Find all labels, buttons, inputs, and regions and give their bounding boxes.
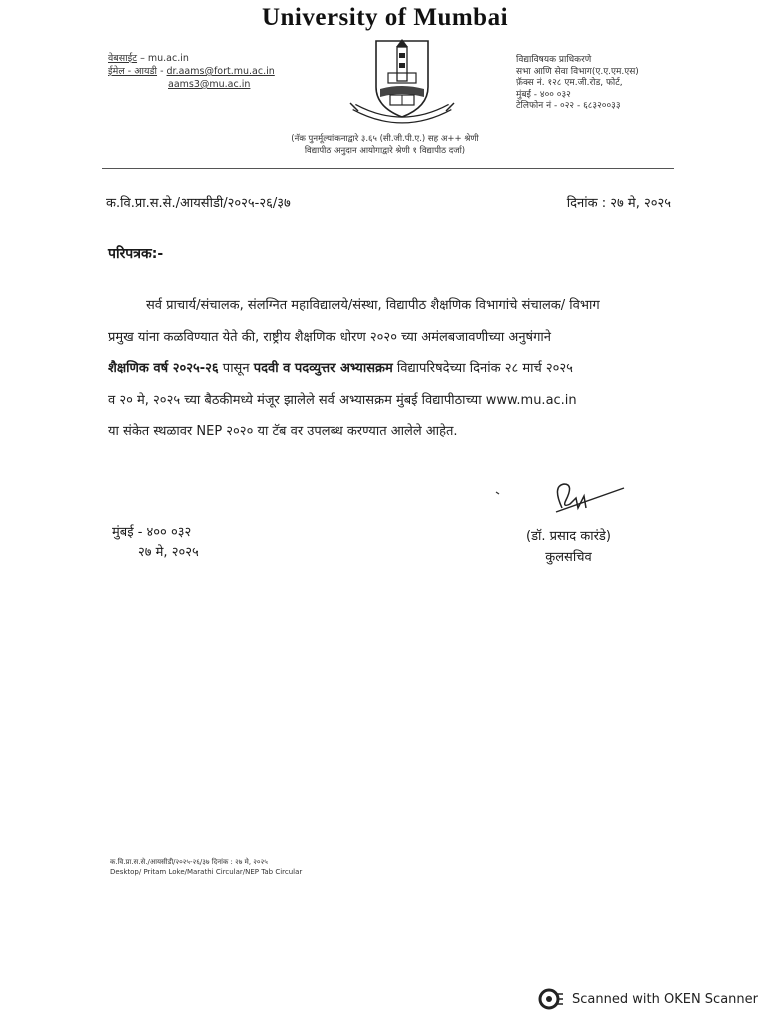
signatory-block (526, 526, 611, 568)
dept-line-5: टेलिफोन नं - ०२२ - ६८३२००३३ (516, 101, 621, 111)
email-label: ईमेल - आयडी (108, 66, 158, 77)
website-label: वेबसाईट (108, 53, 138, 64)
registrar-signature-icon (490, 478, 640, 528)
circular-heading: परिपत्रक:- (108, 246, 164, 262)
university-seal-icon (346, 37, 458, 127)
header-divider (102, 168, 674, 169)
place-and-date (112, 523, 199, 563)
email-link-1[interactable]: dr.aams@fort.mu.ac.in (166, 66, 275, 77)
accreditation-line-2: विद्यापीठ अनुदान आयोगाद्वारे श्रेणी १ विद्यापीठ दर्जा) (304, 146, 466, 156)
body-line-3 (108, 353, 670, 385)
footer-file-path: Desktop/ Pritam Loke/Marathi Circular/NEP Tab Circular (110, 868, 303, 876)
body-line-5: या संकेत स्थळावर NEP २०२० या टॅब वर उपलब्ध करण्यात आलेले आहेत. (108, 424, 458, 439)
website-link[interactable]: mu.ac.in (147, 53, 189, 64)
body-line-1: सर्व प्राचार्य/संचालक, संलग्नित महाविद्यालये/संस्था, विद्यापीठ शैक्षणिक विभागांचे संचालक/ विभाग (146, 298, 600, 313)
email-line: ईमेल - आयडी - dr.aams@fort.mu.ac.in (108, 66, 275, 77)
signatory-name: (डॉ. प्रसाद कारंडे) (526, 529, 611, 544)
signatory-title: कुलसचिव (545, 550, 592, 565)
footer-reference (110, 857, 302, 877)
email-line-2 (108, 78, 275, 91)
body-line-3-mid: पासून (218, 361, 254, 376)
university-title: University of Mumbai (261, 4, 509, 31)
courses-bold: पदवी व पदव्युत्तर अभ्यासक्रम (253, 361, 393, 376)
scanner-logo-icon (538, 988, 564, 1010)
academic-year-bold: शैक्षणिक वर्ष २०२५-२६ (108, 361, 219, 376)
dept-line-2: सभा आणि सेवा विभाग(ए.ए.एम.एस) (516, 66, 639, 77)
circular-body (108, 290, 670, 448)
dept-line-3: फ़ॅक्स नं. १२८ एम.जी.रोड, फोर्ट, (516, 78, 623, 88)
dept-line-4: मुंबई - ४०० ०३२ (516, 89, 571, 100)
contact-info-right (516, 55, 639, 113)
email-link-2[interactable]: aams3@mu.ac.in (168, 79, 251, 90)
body-line-2: प्रमुख यांना कळविण्यात येते की, राष्ट्रीय शैक्षणिक धोरण २०२० च्या अमंलबजावणीच्या अनुषंगाने (108, 329, 551, 345)
footer-ref-line: क.वि.प्रा.स.से./आयसीडी/२०२५-२६/३७ दिनांक : २७ मे, २०२५ (110, 858, 268, 866)
contact-info-left (108, 52, 275, 91)
body-line-4: व २० मे, २०२५ च्या बैठकीमध्ये मंजूर झालेले सर्व अभ्यासक्रम मुंबई विद्यापीठाच्या www.mu.ac.in (108, 392, 577, 408)
accreditation-line-1: (नॅक पुनर्मूल्यांकनाद्वारे ३.६५ (सी.जी.पी.ए.) सह अ++ श्रेणी (291, 134, 479, 144)
reference-date: दिनांक : २७ मे, २०२५ (566, 196, 671, 211)
dept-line-1: विद्याविषयक प्राधिकरणे (516, 55, 592, 65)
scanner-watermark (538, 988, 758, 1010)
website-line: वेबसाईट – mu.ac.in (108, 53, 189, 64)
scanner-watermark-text: Scanned with OKEN Scanner (572, 991, 758, 1007)
accreditation-note (0, 133, 770, 157)
closing-place: मुंबई - ४०० ०३२ (112, 525, 192, 540)
closing-date: २७ मे, २०२५ (138, 545, 199, 560)
body-line-3-end: विद्यापरिषदेच्या दिनांक २८ मार्च २०२५ (392, 361, 573, 376)
reference-number: क.वि.प्रा.स.से./आयसीडी/२०२५-२६/३७ (106, 196, 291, 211)
